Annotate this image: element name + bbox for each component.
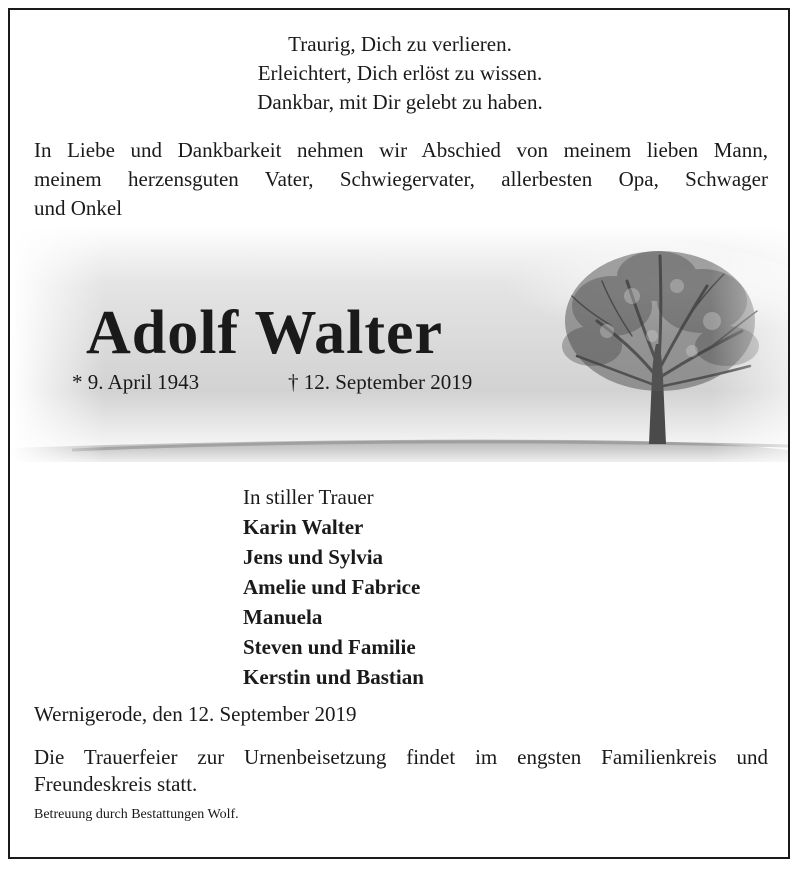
poem-line-3: Dankbar, mit Dir gelebt zu haben. [257,90,543,114]
ceremony-line-2: Freundeskreis statt. [34,772,198,796]
death-date: † 12. September 2019 [288,370,473,394]
ceremony-text [34,744,768,798]
life-dates [72,368,473,396]
intro-text [34,136,768,223]
funeral-home-note: Betreuung durch Bestattungen Wolf. [34,807,239,822]
mourner-name: Karin Walter [243,515,364,539]
mourners-list [243,482,424,692]
place-and-date: Wernigerode, den 12. September 2019 [34,702,357,726]
poem [0,30,800,117]
poem-line-2: Erleichtert, Dich erlöst zu wissen. [257,61,543,85]
intro-line-3: und Onkel [34,196,123,220]
deceased-name: Adolf Walter [86,299,443,367]
poem-line-1: Traurig, Dich zu verlieren. [288,32,512,56]
birth-date: * 9. April 1943 [72,370,200,394]
mourner-name: Manuela [243,605,323,629]
mourners-heading: In stiller Trauer [243,485,374,509]
mourner-name: Kerstin und Bastian [243,665,424,689]
intro-line-2: meinem herzensguten Vater, Schwiegervater, allerbesten Opa, Schwager [34,167,768,191]
mourner-name: Steven und Familie [243,635,416,659]
intro-line-1: In Liebe und Dankbarkeit nehmen wir Abschied von meinem lieben Mann, [34,138,768,162]
mourner-name: Amelie und Fabrice [243,575,421,599]
mourner-name: Jens und Sylvia [243,545,384,569]
ceremony-line-1: Die Trauerfeier zur Urnenbeisetzung findet im engsten Familienkreis und [34,745,768,769]
